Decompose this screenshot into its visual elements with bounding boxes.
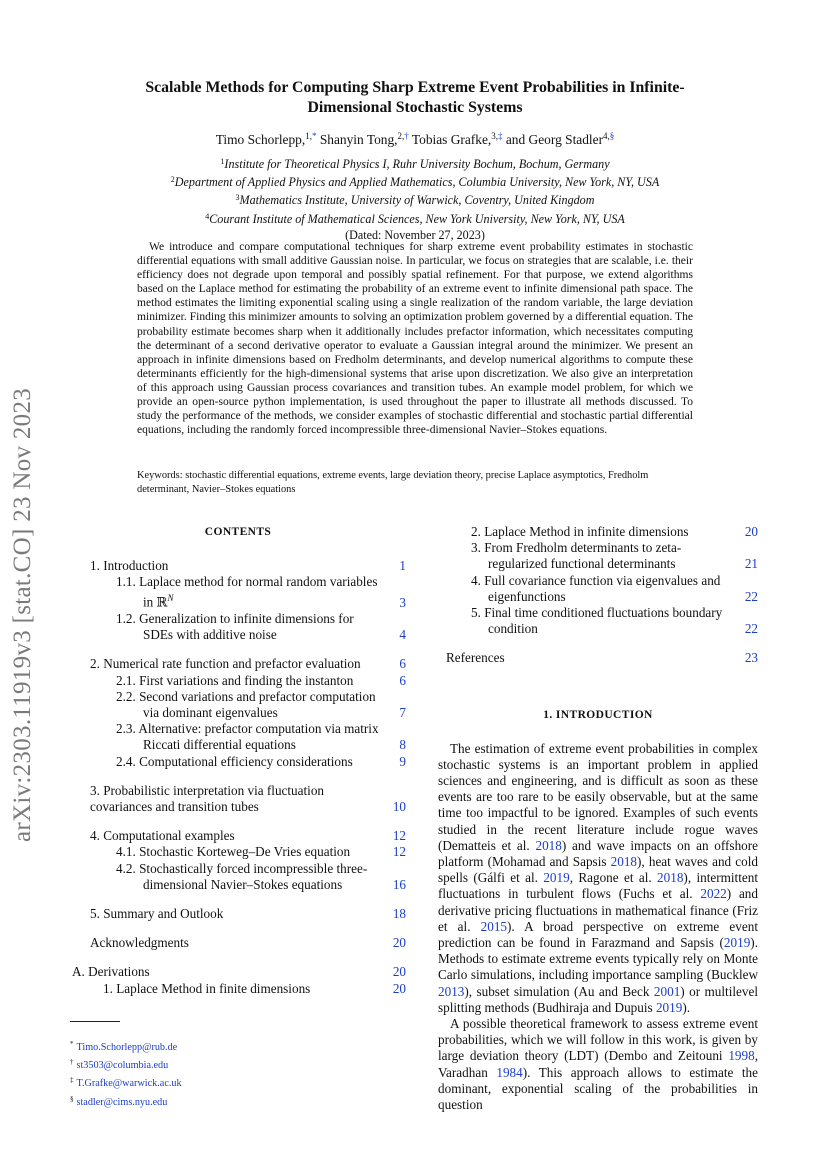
toc-entry[interactable] [70,673,406,689]
toc-entry-label: 2.3. Alternative: prefactor computation via matrix Riccati differential equations [116,721,379,753]
footnote [70,1037,182,1055]
toc-entry[interactable] [438,650,758,666]
citation-link[interactable]: 2001 [653,983,681,999]
toc-page-link[interactable]: 6 [399,656,406,672]
toc-page-link[interactable]: 4 [399,627,406,643]
toc-page-link[interactable]: 22 [744,621,758,637]
citation-link[interactable]: 2013 [438,983,465,999]
toc-entry[interactable] [70,689,406,721]
affiliation-text: Institute for Theoretical Physics I, Ruhr University Bochum, Bochum, Germany [224,157,610,171]
email-link[interactable]: stadler@cims.nyu.edu [76,1096,168,1108]
toc-entry-label: 1.2. Generalization to infinite dimensions for SDEs with additive noise [116,611,354,643]
toc-entry[interactable] [438,540,758,572]
affiliation-mark: 4, [603,131,610,141]
toc-page-link[interactable]: 12 [392,844,406,860]
toc-gap [70,893,406,906]
author-name: Tobias Grafke, [411,132,492,147]
author-list: Timo Schorlepp,$^{1,*}$ Shanyin Tong,$^{2,\dagger}$ Tobias Grafke,$^{3,\ddagger}$ and Georg Stadler$^{4,\S}$ [215,131,615,147]
toc-entry[interactable] [70,656,406,672]
toc-entry[interactable] [70,754,406,770]
footnote [70,1055,182,1073]
introduction-text [438,741,758,1114]
author-name: Shanyin Tong, [319,132,398,147]
toc-entry[interactable] [70,721,406,753]
citation-link[interactable]: 2018 [657,870,684,886]
citation-link[interactable]: 2019 [655,999,683,1015]
right-column [438,524,758,1113]
footnote-link[interactable]: † [404,131,409,141]
footnote-link[interactable]: § [609,131,615,141]
toc-entry[interactable] [70,611,406,643]
toc-entry-label: 2.1. First variations and finding the instanton [116,672,354,688]
footnote-mark: § [70,1094,74,1103]
citation-link[interactable]: 2019 [543,870,570,886]
affiliation-mark: 2, [397,131,405,141]
toc-page-link[interactable]: 1 [399,558,406,573]
affiliation [110,154,720,172]
toc-entry-label: 2. Numerical rate function and prefactor evaluation [90,656,361,672]
toc-page-link[interactable]: 3 [399,594,406,610]
affiliation-number: 3 [235,193,240,203]
toc-entry[interactable] [438,524,758,540]
toc-page-link[interactable]: 8 [399,737,406,753]
section-heading: 1. INTRODUCTION [543,708,653,721]
toc-page-link[interactable]: 22 [744,588,758,604]
citation-link[interactable]: 2018 [610,854,638,870]
toc-entry[interactable] [70,844,406,860]
toc-entry[interactable] [438,573,758,605]
affiliation-number: 2 [170,175,175,185]
affiliation-list [110,154,720,243]
toc-page-link[interactable]: 16 [392,876,406,892]
toc-entry-label: 1. Introduction [90,558,169,573]
toc-list-continued [438,524,758,667]
toc-entry[interactable] [70,861,406,893]
arxiv-identifier[interactable]: arXiv:2303.11919v3 [stat.CO] 23 Nov 2023 [9,387,36,843]
toc-entry[interactable] [70,964,406,980]
email-link[interactable]: st3503@columbia.edu [76,1060,169,1072]
citation-link[interactable]: 2022 [700,886,727,902]
footnote-mark: * [70,1040,74,1048]
toc-page-link[interactable]: 7 [399,705,406,721]
toc-entry-label: 2.4. Computational efficiency considerations [116,753,353,769]
toc-page-link[interactable]: 12 [392,828,406,844]
toc-entry-label: References [446,650,505,666]
citation-link[interactable]: 2019 [723,935,751,951]
toc-gap [70,643,406,656]
toc-entry-label: 5. Final time conditioned fluctuations boundary condition [471,605,723,637]
citation-link[interactable]: 2015 [480,918,508,934]
toc-page-link[interactable]: 21 [744,556,758,572]
toc-entry-label: 4.2. Stochastically forced incompressible three-dimensional Navier–Stokes equations [116,860,368,892]
toc-list [70,558,406,997]
toc-page-link[interactable]: 20 [392,964,406,980]
footnote [70,1073,182,1091]
toc-entry-label: 5. Summary and Outlook [90,906,224,922]
toc-entry[interactable] [70,828,406,844]
footnote-link[interactable]: * [311,131,317,141]
keywords: Keywords: stochastic differential equations, extreme events, large deviation theory, precise Laplace asymptotics, Fredholm determinant, Navier–Stokes equations [137,470,649,495]
toc-page-link[interactable]: 23 [744,650,758,666]
toc-page-link[interactable]: 18 [392,906,406,922]
paragraph: The estimation of extreme event probabilities in complex stochastic systems is an important problem in applied sciences and engineering, and is difficult as soon as these events are too rare to be easily observable, but at the same time too impactful to be ignored. Examples of such events studied in the recent literature include rogue waves (Dematteis et al. 2018) and wave impacts on an offshore platform (Mohamad and Sapsis 2018), heat waves and cold spells (Gálfi et al. 2019, Ragone et al. 2018), intermittent fluctuations in turbulent flows (Fuchs et al. 2022) and derivative pricing fluctuations in mathematical finance (Friz et al. 2015). A broad perspective on extreme event prediction can be found in Farazmand and Sapsis (2019). Methods to estimate extreme events typically rely on Monte Carlo simulations, including importance sampling (Bucklew 2013), subset simulation (Au and Beck 2001) or multilevel splitting methods (Budhiraja and Dupuis 2019). [438,740,758,1015]
email-link[interactable]: T.Grafke@warwick.ac.uk [76,1078,182,1090]
affiliation-number: 1 [220,157,225,166]
email-link[interactable]: Timo.Schorlepp@rub.de [76,1042,178,1053]
toc-entry-label: Acknowledgments [90,935,189,951]
toc-entry[interactable] [70,783,406,815]
toc-entry[interactable] [70,981,406,997]
affiliation [110,172,720,190]
affiliation-mark: 1, [305,131,312,141]
toc-heading: CONTENTS [204,526,272,538]
footnote-mark: † [70,1058,74,1067]
affiliation [110,190,720,208]
citation-link[interactable]: 2018 [535,837,562,853]
toc-entry-label: 2.2. Second variations and prefactor computation via dominant eigenvalues [116,688,376,721]
toc-gap [438,637,758,650]
footnote-link[interactable]: ‡ [498,131,503,141]
author-name: Timo Schorlepp, [215,132,306,147]
toc-entry-label: 4. Computational examples [90,828,235,844]
math-superscript: N [167,593,174,604]
toc-entry-label: 4.1. Stochastic Korteweg–De Vries equation [116,844,351,860]
paragraph: A possible theoretical framework to assess extreme event probabilities, which we will follow in this work, is given by large deviation theory (LDT) (Dembo and Zeitouni 1998, Varadhan 1984). This approach allows to estimate the dominant, exponential scaling of the probabilities in question [438,1016,759,1113]
affiliation-text: Department of Applied Physics and Applied Mathematics, Columbia University, New York, NY, USA [174,175,660,190]
citation-link[interactable]: 1984 [496,1064,523,1080]
toc-page-link[interactable]: 20 [744,524,758,539]
toc-page-link[interactable]: 20 [392,980,406,996]
toc-entry[interactable] [70,574,406,611]
author-name: Georg Stadler [528,132,604,147]
toc-page-link[interactable]: 10 [392,799,406,815]
toc-entry[interactable] [70,935,406,951]
toc-entry-label: 3. From Fredholm determinants to zeta-regularized functional determinants [471,540,682,572]
toc-page-link[interactable]: 9 [399,753,406,769]
citation-link[interactable]: 1998 [728,1048,755,1064]
toc-entry-label: 4. Full covariance function via eigenvalues and eigenfunctions [471,572,721,604]
affiliation-number: 4 [205,211,210,221]
footnote-rule [70,1021,120,1022]
toc-gap [70,922,406,935]
toc-entry-label: 3. Probabilistic interpretation via fluctuation covariances and transition tubes [90,782,325,815]
footnotes [70,1037,182,1110]
affiliation-mark: 3, [491,131,499,141]
date-line: (Dated: November 27, 2023) [345,227,485,242]
toc-entry-label: 1. Laplace Method in finite dimensions [103,980,311,996]
affiliation [110,209,720,227]
affiliation-text: Mathematics Institute, University of Warwick, Coventry, United Kingdom [239,193,595,208]
toc-entry-label: 1.1. Laplace method for normal random variables in ℝ [116,574,378,610]
toc-entry-label: A. Derivations [72,964,150,980]
toc-page-link[interactable]: 20 [392,935,406,951]
toc-gap [70,770,406,783]
toc-gap [70,951,406,964]
toc-gap [70,815,406,828]
toc-entry[interactable] [438,605,758,637]
affiliation-text: Courant Institute of Mathematical Sciences, New York University, New York, NY, USA [209,211,625,226]
footnote [70,1092,182,1110]
toc-entry-label: 2. Laplace Method in infinite dimensions [471,524,689,539]
toc-left-column [70,526,406,997]
toc-entry[interactable] [70,558,406,574]
toc-page-link[interactable]: 6 [399,672,406,688]
footnote-mark: ‡ [70,1076,74,1085]
abstract: We introduce and compare computational techniques for sharp extreme event probability estimates in stochastic differential equations with small additive Gaussian noise. In particular, we focus on strategies that are scalable, i.e. their efficiency does not degrade upon temporal and possibly spatial refinement. For that purpose, we extend algorithms based on the Laplace method for estimating the probability of an extreme event to infinite dimensional path space. The method estimates the limiting exponential scaling using a single realization of the random variable, the large deviation minimizer. Finding this minimizer amounts to solving an optimization problem governed by a differential equation. The probability estimate becomes sharp when it additionally includes prefactor information, which necessitates computing the determinant of a second derivative operator to evaluate a Gaussian integral around the minimizer. We present an approach in infinite dimensions based on Fredholm determinants, and develop numerical algorithms to compute these determinants efficiently for the high-dimensional systems that arise upon discretization. We also give an interpretation of this approach using Gaussian process covariances and transition tubes. An example model problem, for which we provide an open-source python implementation, is used throughout the paper to illustrate all methods discussed. To study the performance of the methods, we consider examples of stochastic differential and stochastic partial differential equations, including the randomly forced incompressible three-dimensional Navier–Stokes equations. [137,241,693,437]
toc-entry[interactable] [70,906,406,922]
paper-title: Scalable Methods for Computing Sharp Extreme Event Probabilities in Infinite-Dimensional Stochastic Systems [145,79,685,116]
